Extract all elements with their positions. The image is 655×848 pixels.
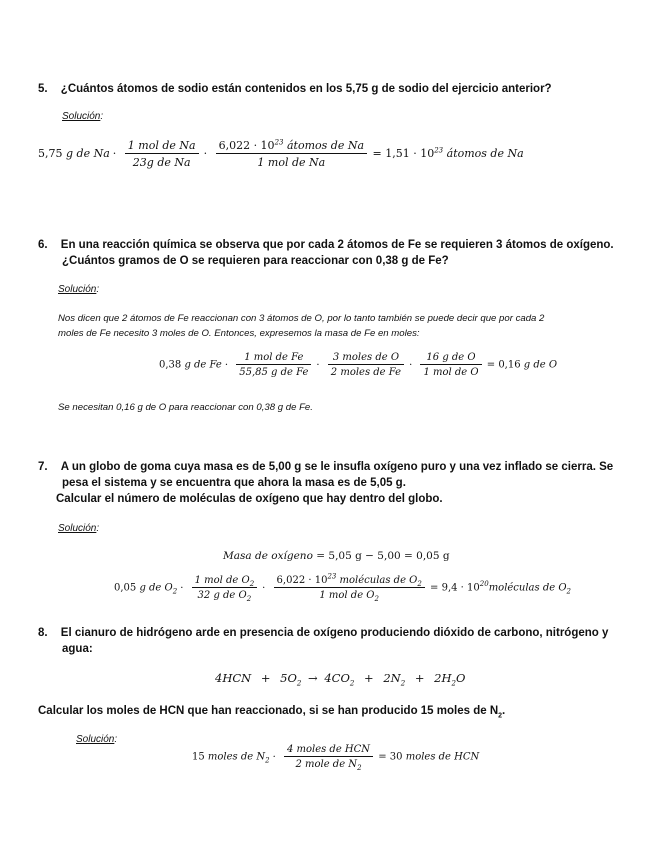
solution-label: Solución: bbox=[76, 734, 118, 745]
equation-q7: 0,05 g de $O_2$ · $\frac{1 mol de O_2}{32 g de O_2}$ · $\frac{6,022 \cdot 10^{23} moléculas de O_2}{1 mol de O_2}$ = $9,4 \cdot 10^{20}moléculas$ de $O_2$ bbox=[114, 572, 571, 603]
reaction-equation: $4HCN + 5O_2 \to 4CO_2 + 2N_2 + 2H_2O$ bbox=[215, 671, 466, 688]
question-text: ¿Cuántos átomos de sodio están contenidos en los 5,75 g de sodio del ejercicio anterior? bbox=[60, 83, 552, 95]
fraction: $\frac{6,022 \cdot 10^{23} moléculas de O_2}{1 mol de O_2}$ bbox=[274, 575, 425, 601]
question-8 bbox=[38, 625, 608, 657]
question-text: agua: bbox=[62, 643, 93, 655]
solution-label: Solución: bbox=[58, 284, 100, 295]
equation-mass-oxygen: Masa de oxígeno = 5,05 g − 5,00 = 0,05 g bbox=[223, 550, 450, 562]
question-number: 7. bbox=[38, 461, 48, 473]
fraction: $\frac{1 mol de O_2}{32 g de O_2}$ bbox=[192, 575, 258, 601]
question-text: En una reacción química se observa que por cada 2 átomos de Fe se requieren 3 átomos de oxígeno. bbox=[60, 239, 614, 251]
calc-statement: Calcular los moles de HCN que han reaccionado, si se han producido 15 moles de $N_2$. bbox=[38, 705, 506, 720]
question-text: Calcular el número de moléculas de oxígeno que hay dentro del globo. bbox=[56, 493, 443, 505]
question-text: A un globo de goma cuya masa es de 5,00 g se le insufla oxígeno puro y una vez inflado se cierra. Se bbox=[60, 461, 614, 473]
question-number: 8. bbox=[38, 627, 48, 639]
question-text: ¿Cuántos gramos de O se requieren para reaccionar con 0,38 g de Fe? bbox=[62, 255, 449, 267]
equation-q8: 15 moles de $N_2$ · $\frac{\text{4 moles de HCN}}{2 mole de N_2}$ = 30 moles de HCN bbox=[192, 744, 480, 772]
question-5 bbox=[38, 81, 552, 97]
equation-q5: 5,75 g de Na · $\frac{\text{1 mol de Na}}{\text{23g de Na}}$ · $\frac{6,022 \cdot 10^{23} átomos de Na}{\text{1 mol de Na}}$ = $1,51 \cdot 10^{23}$ átomos de Na bbox=[38, 138, 524, 169]
question-7 bbox=[38, 459, 613, 507]
fraction: $\frac{\text{1 mol de Na}}{\text{23g de Na}}$ bbox=[125, 139, 199, 169]
equation-q6: 0,38 g de Fe · $\frac{\text{1 mol de Fe}}{\text{55,85 g de Fe}}$ · $\frac{\text{3 moles de O}}{\text{2 moles de Fe}}$ · $\frac{\text{16 g de O}}{\text{1 mol de O}}$ = 0,16 g de O bbox=[159, 352, 558, 378]
fraction: $\frac{6,022 \cdot 10^{23} átomos de Na}{\text{1 mol de Na}}$ bbox=[216, 139, 367, 169]
fraction: $\frac{\text{4 moles de HCN}}{2 mole de N_2}$ bbox=[284, 744, 373, 770]
question-number: 6. bbox=[38, 239, 48, 251]
question-text: El cianuro de hidrógeno arde en presencia de oxígeno produciendo dióxido de carbono, nitrógeno y bbox=[60, 627, 609, 639]
question-number: 5. bbox=[38, 83, 48, 95]
conclusion: Se necesitan 0,16 g de O para reaccionar con 0,38 g de Fe. bbox=[58, 402, 313, 413]
explanation: Nos dicen que 2 átomos de Fe reaccionan con 3 átomos de O, por lo tanto también se puede decir que por cada 2 moles de Fe necesito 3 moles de O. Entonces, expresemos la masa de Fe en moles: bbox=[58, 313, 545, 339]
fraction: $\frac{\text{1 mol de Fe}}{\text{55,85 g de Fe}}$ bbox=[236, 352, 311, 378]
solution-label: Solución: bbox=[62, 111, 104, 122]
question-6 bbox=[38, 237, 614, 269]
solution-label: Solución: bbox=[58, 523, 100, 534]
fraction: $\frac{\text{16 g de O}}{\text{1 mol de O}}$ bbox=[420, 352, 481, 378]
question-text: pesa el sistema y se encuentra que ahora la masa es de 5,05 g. bbox=[62, 477, 406, 489]
fraction: $\frac{\text{3 moles de O}}{\text{2 moles de Fe}}$ bbox=[328, 352, 404, 378]
